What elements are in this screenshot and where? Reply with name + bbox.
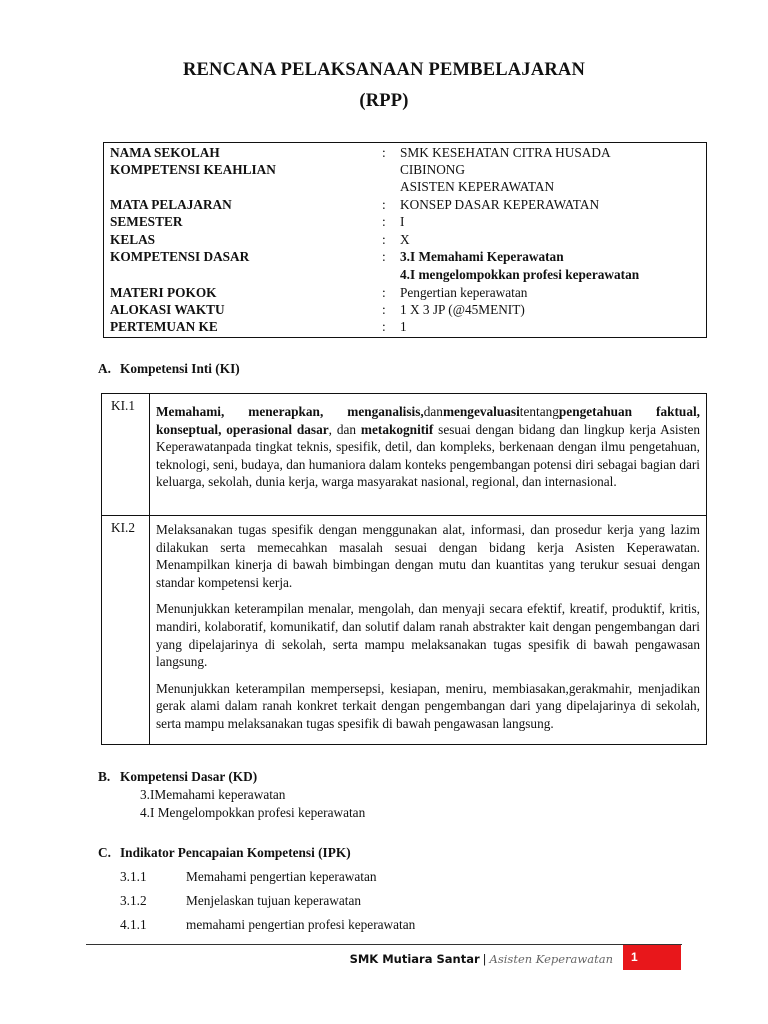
- materi-label: MATERI POKOK: [110, 285, 217, 300]
- section-a-heading: [98, 360, 240, 377]
- competency-label: KOMPETENSI KEAHLIAN: [110, 162, 276, 177]
- ipk-number: 3.1.1: [120, 869, 147, 884]
- footer-school: SMK Mutiara Santar: [349, 952, 480, 966]
- class-row: [104, 231, 706, 248]
- competency-row: [104, 161, 706, 178]
- section-b-heading: [98, 768, 257, 785]
- ki1-code: KI.1: [111, 398, 136, 413]
- ipk-text: memahami pengertian profesi keperawatan: [186, 917, 416, 932]
- ki1-row: [102, 394, 706, 516]
- kd-list-item: 4.I Mengelompokkan profesi keperawatan: [140, 805, 366, 820]
- ki2-code: KI.2: [111, 520, 136, 535]
- school-label: NAMA SEKOLAH: [110, 145, 220, 160]
- ki1-bold-4: metakognitif: [360, 421, 434, 437]
- school-value-continued: CIBINONG: [400, 162, 466, 177]
- footer-divider: [86, 944, 682, 945]
- kd-row-2: [104, 266, 706, 283]
- alokasi-value: 1 X 3 JP (@45MENIT): [400, 302, 525, 317]
- kd-row: [104, 248, 706, 265]
- ki2-paragraph-2: Menunjukkan keterampilan menalar, mengolah, dan menyaji secara efektif, kreatif, produktif, kritis, mandiri, kolaboratif, komunikatif, dan solutif dalam ranah abstrakter kait dengan pengembangan dari yang dipelajarinya di sekolah, serta mampu melaksanakan tugas spesifik di bawah pengawasan langsung.: [156, 601, 700, 670]
- section-c-letter: C.: [98, 845, 111, 860]
- pertemuan-value: 1: [400, 319, 407, 334]
- materi-row: [104, 284, 706, 301]
- ki-table: [101, 393, 707, 745]
- school-row: [104, 144, 706, 161]
- section-b-title: Kompetensi Dasar (KD): [120, 769, 258, 784]
- kd-label: KOMPETENSI DASAR: [110, 249, 250, 264]
- ki1-bold-3: pengetahuan faktual, konseptual, operasional dasar: [156, 404, 700, 437]
- school-value: SMK KESEHATAN CITRA HUSADA: [400, 145, 611, 160]
- colon: :: [382, 302, 386, 317]
- ki2-row: [102, 516, 706, 744]
- colon: :: [382, 232, 386, 247]
- semester-value: I: [400, 214, 405, 229]
- pertemuan-label: PERTEMUAN KE: [110, 319, 218, 334]
- footer-separator: |: [482, 952, 487, 966]
- column-divider: [149, 394, 150, 516]
- ipk-number: 4.1.1: [120, 917, 147, 932]
- ki1-text-1: dan: [423, 404, 443, 419]
- kd-value-1: 3.I Memahami Keperawatan: [400, 249, 564, 264]
- footer-subtitle: Asisten Keperawatan: [489, 952, 613, 966]
- colon: :: [382, 249, 386, 264]
- identity-table: [103, 142, 707, 338]
- colon: :: [382, 319, 386, 334]
- ki1-bold-2: mengevaluasi: [442, 404, 520, 419]
- class-label: KELAS: [110, 232, 156, 247]
- document-subtitle: (RPP): [359, 91, 409, 111]
- ki1-text-3: , dan: [328, 421, 361, 437]
- footer-label: [350, 952, 613, 966]
- ipk-number: 3.1.2: [120, 893, 147, 908]
- subject-label: MATA PELAJARAN: [110, 197, 232, 212]
- semester-row: [104, 213, 706, 230]
- colon: :: [382, 214, 386, 229]
- ki2-paragraph-1: Melaksanakan tugas spesifik dengan menggunakan alat, informasi, dan prosedur kerja yang lazim dilakukan serta memecahkan masalah sesuai dengan bidang kerja Asisten Keperawatan. Menampilkan kinerja di bawah bimbingan dengan mutu dan kuantitas yang terukur sesuai dengan standar kompetensi kerja.: [156, 522, 700, 590]
- ki1-bold-1: Memahami, menerapkan, menganalisis,: [156, 404, 424, 419]
- competency-value: ASISTEN KEPERAWATAN: [400, 179, 555, 194]
- subject-value: KONSEP DASAR KEPERAWATAN: [400, 197, 600, 212]
- page-number: 1: [623, 945, 681, 970]
- subject-row: [104, 196, 706, 213]
- ki2-text: [156, 521, 700, 742]
- section-c-heading: [98, 844, 351, 861]
- section-c-title: Indikator Pencapaian Kompetensi (IPK): [120, 845, 351, 860]
- kd-value-2: 4.I mengelompokkan profesi keperawatan: [400, 267, 640, 282]
- ipk-text: Memahami pengertian keperawatan: [186, 869, 377, 884]
- section-a-title: Kompetensi Inti (KI): [120, 361, 240, 376]
- materi-value: Pengertian keperawatan: [400, 285, 528, 300]
- section-a-letter: A.: [98, 361, 111, 376]
- ki2-paragraph-3: Menunjukkan keterampilan mempersepsi, kesiapan, meniru, membiasakan,gerakmahir, menjadikan gerak alami dalam ranah konkret terkait dengan pengembangan dari yang dipelajarinya di sekolah, serta mampu melaksanakan tugas spesifik di bawah pengawasan langsung.: [156, 680, 700, 731]
- kd-list-item: 3.IMemahami keperawatan: [140, 787, 286, 802]
- section-b-letter: B.: [98, 769, 111, 784]
- competency-value-row: [104, 178, 706, 195]
- semester-label: SEMESTER: [110, 214, 183, 229]
- class-value: X: [400, 232, 410, 247]
- pertemuan-row: [104, 318, 706, 335]
- document-title: RENCANA PELAKSANAAN PEMBELAJARAN: [182, 60, 586, 80]
- ipk-text: Menjelaskan tujuan keperawatan: [186, 893, 362, 908]
- column-divider: [149, 516, 150, 744]
- colon: :: [382, 197, 386, 212]
- ki1-text: [156, 403, 700, 491]
- colon: :: [382, 145, 386, 160]
- ki1-text-2: tentang: [519, 404, 559, 419]
- ki1-text-4: sesuai dengan bidang dan lingkup kerja Asisten Keperawatanpada tingkat teknis, spesifik, detil, dan kompleks, berkenaan dengan ilmu pengetahuan, teknologi, seni, budaya, dan humaniora dalam konteks pengembangan potensi diri sebagai bagian dari keluarga, sekolah, dunia kerja, warga masyarakat nasional, regional, dan internasional.: [156, 421, 701, 490]
- alokasi-label: ALOKASI WAKTU: [110, 302, 225, 317]
- colon: :: [382, 285, 386, 300]
- alokasi-row: [104, 301, 706, 318]
